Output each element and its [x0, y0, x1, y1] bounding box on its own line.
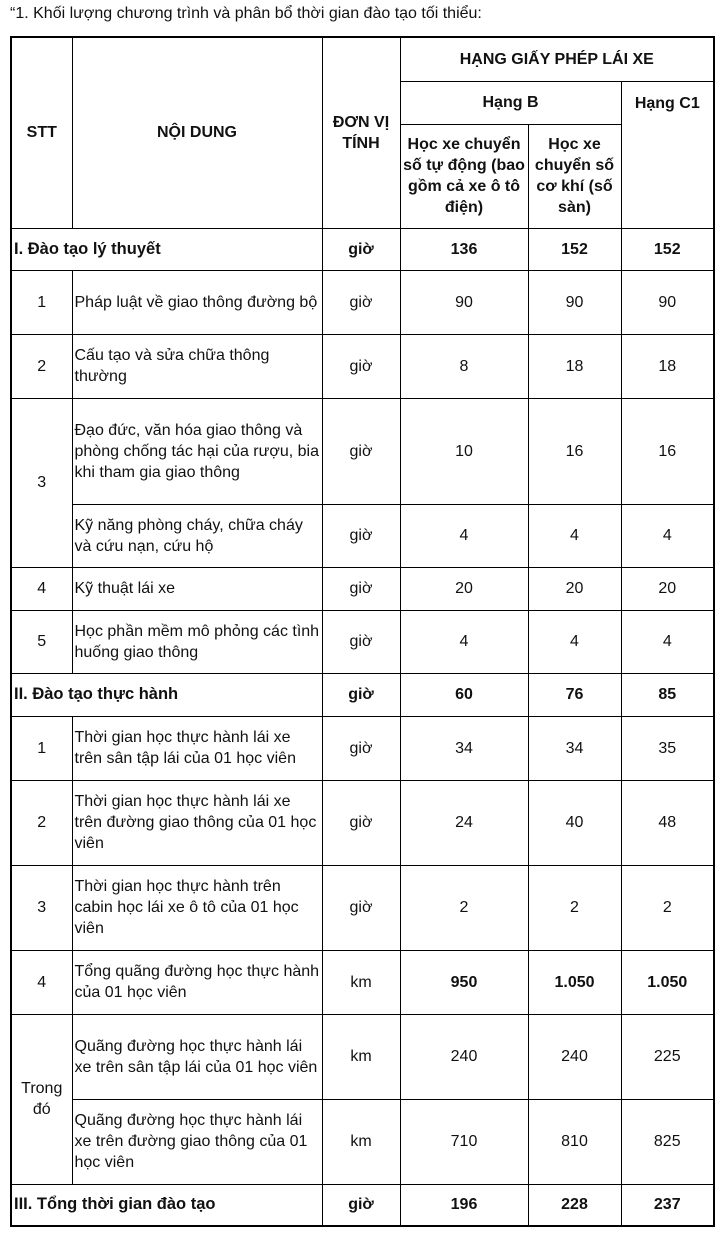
value-b-manual: 2 [528, 865, 621, 950]
table-row [11, 1014, 714, 1099]
value-b-manual: 1.050 [528, 950, 621, 1014]
header-manual: Học xe chuyển số cơ khí (số sàn) [528, 124, 621, 228]
value-b-manual: 76 [528, 673, 621, 716]
value-b-auto: 4 [400, 610, 528, 673]
value-c1: 48 [621, 780, 714, 865]
value-b-manual: 34 [528, 716, 621, 780]
value-c1: 825 [621, 1099, 714, 1184]
stt-cell: 1 [11, 270, 72, 334]
content-cell: Tổng quãng đường học thực hành của 01 học viên [72, 950, 322, 1014]
unit-cell: giờ [322, 398, 400, 504]
value-c1: 4 [621, 610, 714, 673]
value-b-auto: 60 [400, 673, 528, 716]
table-caption: “1. Khối lượng chương trình và phân bổ thời gian đào tạo tối thiểu: [10, 5, 482, 22]
content-cell: Quãng đường học thực hành lái xe trên đường giao thông của 01 học viên [72, 1099, 322, 1184]
table-row [11, 780, 714, 865]
value-c1: 35 [621, 716, 714, 780]
value-b-auto: 4 [400, 504, 528, 567]
stt-cell: 4 [11, 950, 72, 1014]
unit-cell: giờ [322, 610, 400, 673]
value-c1: 2 [621, 865, 714, 950]
header-unit: ĐƠN VỊ TÍNH [322, 37, 400, 228]
value-b-manual: 4 [528, 610, 621, 673]
header-stt: STT [11, 37, 72, 228]
stt-cell: 3 [11, 865, 72, 950]
value-c1: 1.050 [621, 950, 714, 1014]
header-class-b: Hạng B [400, 81, 621, 124]
unit-cell: giờ [322, 334, 400, 398]
content-cell: Thời gian học thực hành lái xe trên sân tập lái của 01 học viên [72, 716, 322, 780]
section-title: I. Đào tạo lý thuyết [11, 228, 322, 270]
value-b-auto: 34 [400, 716, 528, 780]
unit-cell: km [322, 1014, 400, 1099]
stt-cell: 2 [11, 334, 72, 398]
unit-cell: km [322, 950, 400, 1014]
value-b-manual: 90 [528, 270, 621, 334]
unit-cell: giờ [322, 673, 400, 716]
value-b-manual: 40 [528, 780, 621, 865]
stt-cell: 3 [11, 398, 72, 567]
unit-cell: giờ [322, 716, 400, 780]
value-b-manual: 228 [528, 1184, 621, 1226]
value-c1: 237 [621, 1184, 714, 1226]
value-c1: 90 [621, 270, 714, 334]
table-row [11, 334, 714, 398]
value-c1: 20 [621, 567, 714, 610]
value-b-auto: 10 [400, 398, 528, 504]
header-auto: Học xe chuyển số tự động (bao gồm cả xe ô tô điện) [400, 124, 528, 228]
value-b-auto: 240 [400, 1014, 528, 1099]
value-c1: 16 [621, 398, 714, 504]
value-b-auto: 90 [400, 270, 528, 334]
section-title: III. Tổng thời gian đào tạo [11, 1184, 322, 1226]
content-cell: Thời gian học thực hành trên cabin học lái xe ô tô của 01 học viên [72, 865, 322, 950]
value-b-auto: 8 [400, 334, 528, 398]
value-c1: 152 [621, 228, 714, 270]
unit-cell: giờ [322, 228, 400, 270]
value-c1: 4 [621, 504, 714, 567]
table-row [11, 865, 714, 950]
stt-cell: 2 [11, 780, 72, 865]
content-cell: Học phần mềm mô phỏng các tình huống giao thông [72, 610, 322, 673]
value-b-manual: 152 [528, 228, 621, 270]
value-b-manual: 240 [528, 1014, 621, 1099]
header-class-c1: Hạng C1 [621, 81, 714, 228]
header-license: HẠNG GIẤY PHÉP LÁI XE [400, 37, 714, 81]
value-b-auto: 24 [400, 780, 528, 865]
value-c1: 18 [621, 334, 714, 398]
value-b-manual: 810 [528, 1099, 621, 1184]
value-b-auto: 196 [400, 1184, 528, 1226]
unit-cell: km [322, 1099, 400, 1184]
table-row [11, 610, 714, 673]
table-row [11, 1099, 714, 1184]
table-row [11, 950, 714, 1014]
header-content: NỘI DUNG [72, 37, 322, 228]
value-b-manual: 16 [528, 398, 621, 504]
value-c1: 225 [621, 1014, 714, 1099]
table-row [11, 504, 714, 567]
value-b-auto: 710 [400, 1099, 528, 1184]
section-total [11, 1184, 714, 1226]
unit-cell: giờ [322, 270, 400, 334]
section-theory [11, 228, 714, 270]
section-practice [11, 673, 714, 716]
value-b-auto: 136 [400, 228, 528, 270]
stt-cell: 1 [11, 716, 72, 780]
value-c1: 85 [621, 673, 714, 716]
value-b-manual: 4 [528, 504, 621, 567]
stt-cell: 5 [11, 610, 72, 673]
table-row [11, 270, 714, 334]
content-cell: Pháp luật về giao thông đường bộ [72, 270, 322, 334]
stt-cell: Trong đó [11, 1014, 72, 1184]
content-cell: Kỹ thuật lái xe [72, 567, 322, 610]
value-b-auto: 20 [400, 567, 528, 610]
value-b-manual: 18 [528, 334, 621, 398]
content-cell: Quãng đường học thực hành lái xe trên sân tập lái của 01 học viên [72, 1014, 322, 1099]
content-cell: Đạo đức, văn hóa giao thông và phòng chống tác hại của rượu, bia khi tham gia giao thông [72, 398, 322, 504]
section-title: II. Đào tạo thực hành [11, 673, 322, 716]
table-row [11, 398, 714, 504]
unit-cell: giờ [322, 1184, 400, 1226]
unit-cell: giờ [322, 780, 400, 865]
table-row [11, 567, 714, 610]
value-b-auto: 950 [400, 950, 528, 1014]
table-row [11, 716, 714, 780]
content-cell: Kỹ năng phòng cháy, chữa cháy và cứu nạn, cứu hộ [72, 504, 322, 567]
unit-cell: giờ [322, 567, 400, 610]
content-cell: Cấu tạo và sửa chữa thông thường [72, 334, 322, 398]
stt-cell: 4 [11, 567, 72, 610]
value-b-auto: 2 [400, 865, 528, 950]
unit-cell: giờ [322, 865, 400, 950]
unit-cell: giờ [322, 504, 400, 567]
training-table [10, 36, 715, 1227]
content-cell: Thời gian học thực hành lái xe trên đường giao thông của 01 học viên [72, 780, 322, 865]
value-b-manual: 20 [528, 567, 621, 610]
